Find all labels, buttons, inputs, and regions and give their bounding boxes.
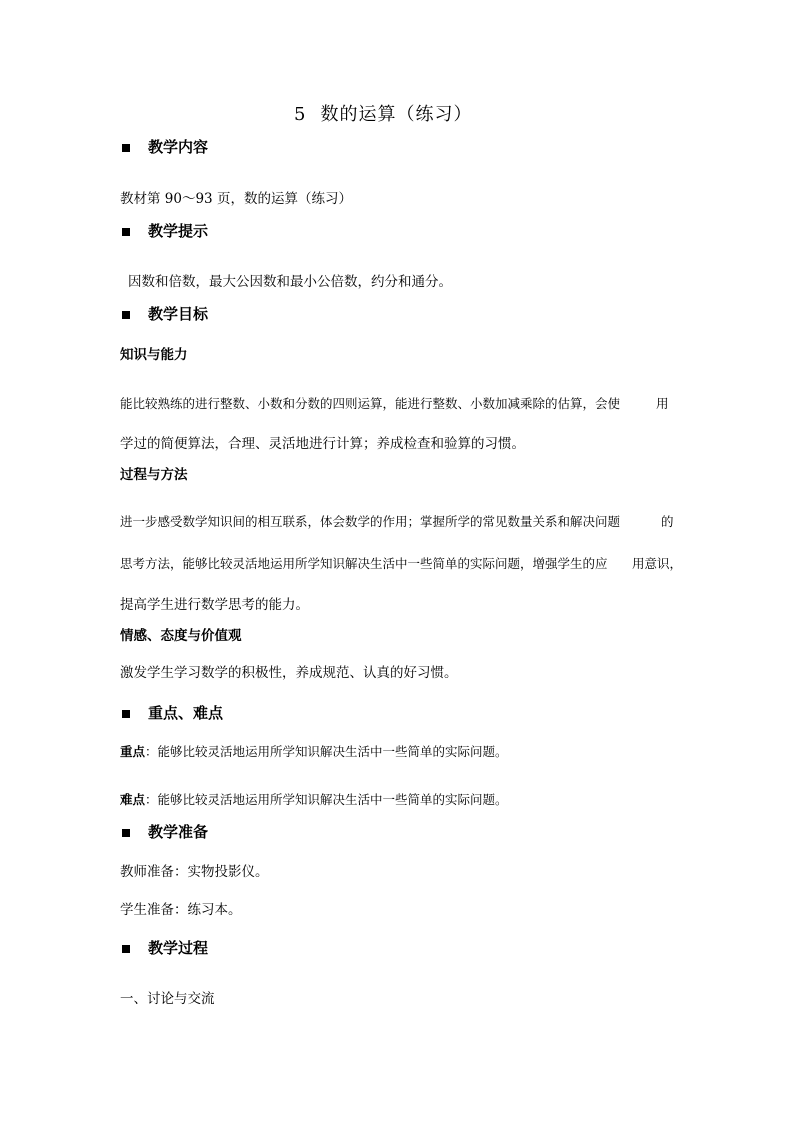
square-bullet-icon [122, 228, 130, 236]
difficult-point-label: 难点 [120, 792, 146, 807]
section-heading-key-points [122, 706, 223, 721]
process-line-1b: 的 [661, 514, 674, 529]
process-line-3: 提高学生进行数学思考的能力。 [120, 597, 309, 613]
process-line-2a: 思考方法，能够比较灵活地运用所学知识解决生活中一些简单的实际问题，增强学生的应 [120, 556, 608, 571]
process-line-1a: 进一步感受数学知识间的相互联系，体会数学的作用；掌握所学的常见数量关系和解决问题 [120, 514, 621, 529]
key-point-label: 重点 [120, 744, 146, 759]
content-text: 教材第 90～93 页，数的运算（练习） [120, 191, 352, 207]
square-bullet-icon [122, 311, 130, 319]
heading-text: 重点、难点 [148, 704, 224, 722]
title-text: 数的运算（练习） [320, 104, 473, 125]
key-point-text: ：能够比较灵活地运用所学知识解决生活中一些简单的实际问题。 [145, 744, 508, 759]
section-heading-prep [122, 825, 208, 840]
square-bullet-icon [122, 945, 130, 953]
knowledge-line-1b: 用 [656, 396, 669, 411]
square-bullet-icon [122, 144, 130, 152]
heading-text: 教学过程 [148, 939, 209, 957]
square-bullet-icon [122, 829, 130, 837]
process-line-2b: 用意识， [632, 556, 683, 571]
page-title [294, 106, 472, 124]
process-method-label: 过程与方法 [120, 467, 188, 483]
heading-text: 教学目标 [148, 305, 209, 323]
knowledge-line-1a: 能比较熟练的进行整数、小数和分数的四则运算，能进行整数、小数加减乘除的估算，会使 [120, 396, 621, 411]
heading-text: 教学准备 [148, 823, 209, 841]
section-heading-goals [122, 307, 208, 322]
section-heading-process [122, 941, 208, 956]
difficult-point-line [120, 794, 508, 807]
difficult-point-text: ：能够比较灵活地运用所学知识解决生活中一些简单的实际问题。 [145, 792, 508, 807]
emotion-label: 情感、态度与价值观 [120, 628, 242, 644]
key-point-line [120, 746, 508, 759]
teacher-prep: 教师准备：实物投影仪。 [120, 864, 269, 880]
title-number: 5 [294, 104, 307, 125]
square-bullet-icon [122, 710, 130, 718]
heading-text: 教学内容 [148, 138, 209, 156]
section-heading-content [122, 140, 208, 155]
heading-text: 教学提示 [148, 222, 209, 240]
process-step-1: 一、讨论与交流 [120, 991, 215, 1007]
emotion-text: 激发学生学习数学的积极性，养成规范、认真的好习惯。 [120, 665, 458, 681]
knowledge-label: 知识与能力 [120, 347, 188, 363]
knowledge-line-2: 学过的简便算法，合理、灵活地进行计算；养成检查和验算的习惯。 [120, 436, 525, 452]
student-prep: 学生准备：练习本。 [120, 902, 242, 918]
section-heading-hint [122, 224, 208, 239]
hint-text: 因数和倍数，最大公因数和最小公倍数，约分和通分。 [128, 274, 452, 290]
